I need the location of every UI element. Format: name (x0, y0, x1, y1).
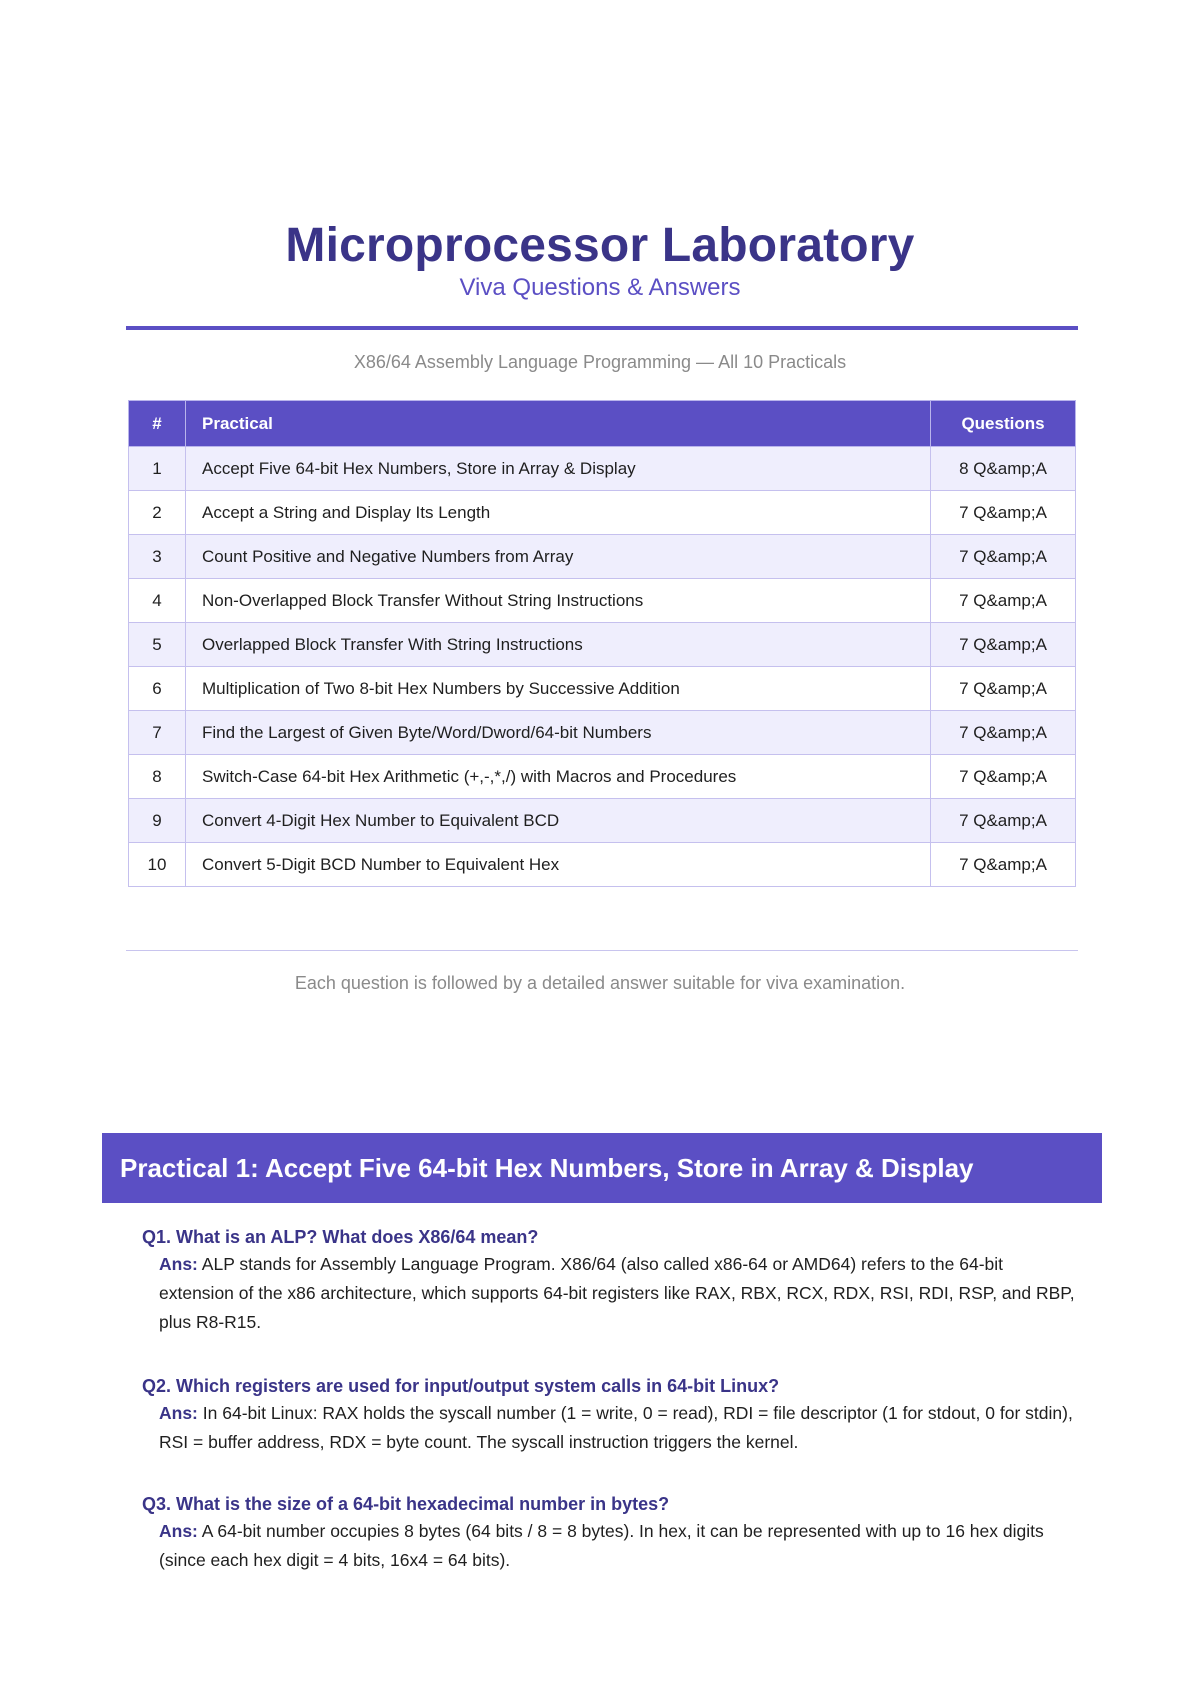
row-questions: 7 Q&amp;A (931, 623, 1076, 667)
row-number: 2 (129, 491, 186, 535)
question-text: Q1. What is an ALP? What does X86/64 mean? (142, 1227, 539, 1247)
answer-block (142, 1399, 1082, 1457)
row-practical: Switch-Case 64-bit Hex Arithmetic (+,-,*,/) with Macros and Procedures (186, 755, 931, 799)
row-practical: Accept a String and Display Its Length (186, 491, 931, 535)
document-title: Microprocessor Laboratory (285, 219, 915, 272)
row-number: 4 (129, 579, 186, 623)
column-header-number: # (129, 401, 186, 447)
row-number: 6 (129, 667, 186, 711)
table-row (129, 711, 1076, 755)
qa-item (142, 1224, 1082, 1337)
row-number: 1 (129, 447, 186, 491)
column-header-questions: Questions (931, 401, 1076, 447)
table-row (129, 491, 1076, 535)
row-practical: Non-Overlapped Block Transfer Without String Instructions (186, 579, 931, 623)
footer-note: Each question is followed by a detailed answer suitable for viva examination. (294, 973, 906, 993)
row-questions: 7 Q&amp;A (931, 667, 1076, 711)
table-row (129, 447, 1076, 491)
column-header-practical: Practical (186, 401, 931, 447)
practicals-table (128, 400, 1076, 887)
row-practical: Convert 5-Digit BCD Number to Equivalent Hex (186, 843, 931, 887)
row-practical: Overlapped Block Transfer With String Instructions (186, 623, 931, 667)
question-text: Q3. What is the size of a 64-bit hexadecimal number in bytes? (142, 1494, 670, 1514)
row-questions: 7 Q&amp;A (931, 755, 1076, 799)
answer-block (142, 1250, 1082, 1337)
answer-label: Ans: (159, 1521, 198, 1541)
table-row (129, 843, 1076, 887)
row-questions: 7 Q&amp;A (931, 535, 1076, 579)
answer-label: Ans: (159, 1254, 198, 1274)
qa-item (142, 1491, 1082, 1575)
row-practical: Multiplication of Two 8-bit Hex Numbers by Successive Addition (186, 667, 931, 711)
table-row (129, 579, 1076, 623)
row-questions: 8 Q&amp;A (931, 447, 1076, 491)
table-row (129, 623, 1076, 667)
row-practical: Count Positive and Negative Numbers from Array (186, 535, 931, 579)
row-number: 7 (129, 711, 186, 755)
row-questions: 7 Q&amp;A (931, 579, 1076, 623)
answer-text: In 64-bit Linux: RAX holds the syscall number (1 = write, 0 = read), RDI = file descriptor (1 for stdout, 0 for stdin), RSI = buffer address, RDX = byte count. The syscall instruction triggers the kernel. (159, 1403, 1073, 1452)
table-row (129, 535, 1076, 579)
row-number: 9 (129, 799, 186, 843)
row-practical: Accept Five 64-bit Hex Numbers, Store in Array & Display (186, 447, 931, 491)
row-questions: 7 Q&amp;A (931, 491, 1076, 535)
table-row (129, 755, 1076, 799)
row-questions: 7 Q&amp;A (931, 799, 1076, 843)
row-number: 5 (129, 623, 186, 667)
row-practical: Find the Largest of Given Byte/Word/Dword/64-bit Numbers (186, 711, 931, 755)
title-divider (126, 326, 1078, 330)
question-text: Q2. Which registers are used for input/output system calls in 64-bit Linux? (142, 1376, 780, 1396)
answer-text: ALP stands for Assembly Language Program. X86/64 (also called x86-64 or AMD64) refers to the 64-bit extension of the x86 architecture, which supports 64-bit registers like RAX, RBX, RCX, RDX, RSI, RDI, RSP, and RBP, plus R8-R15. (159, 1254, 1075, 1332)
row-practical: Convert 4-Digit Hex Number to Equivalent BCD (186, 799, 931, 843)
row-number: 10 (129, 843, 186, 887)
section-divider (126, 950, 1078, 951)
document-tagline: X86/64 Assembly Language Programming — All 10 Practicals (353, 352, 847, 372)
row-questions: 7 Q&amp;A (931, 843, 1076, 887)
table-row (129, 799, 1076, 843)
row-questions: 7 Q&amp;A (931, 711, 1076, 755)
practical-section-heading: Practical 1: Accept Five 64-bit Hex Numbers, Store in Array & Display (102, 1133, 1102, 1203)
answer-text: A 64-bit number occupies 8 bytes (64 bits / 8 = 8 bytes). In hex, it can be represented with up to 16 hex digits (since each hex digit = 4 bits, 16x4 = 64 bits). (159, 1521, 1044, 1570)
row-number: 8 (129, 755, 186, 799)
answer-block (142, 1517, 1082, 1575)
table-row (129, 667, 1076, 711)
document-subtitle: Viva Questions & Answers (459, 274, 741, 301)
row-number: 3 (129, 535, 186, 579)
qa-item (142, 1373, 1082, 1457)
answer-label: Ans: (159, 1403, 198, 1423)
table-header-row (129, 401, 1076, 447)
